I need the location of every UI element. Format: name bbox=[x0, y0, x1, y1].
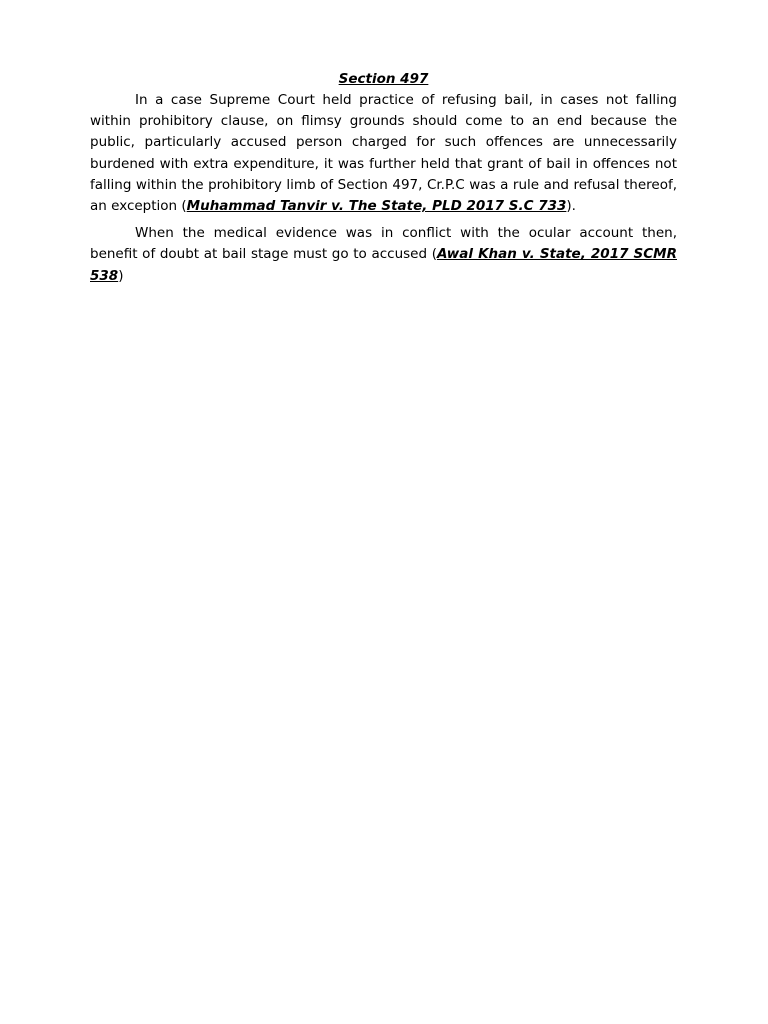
section-heading: Section 497 bbox=[338, 71, 429, 87]
paragraph-text: When the medical evidence was in conflict with the ocular account then, benefit of doubt at bail stage must go to accused ( bbox=[90, 225, 677, 263]
paragraph-suffix: ) bbox=[118, 267, 124, 284]
paragraph-suffix: ). bbox=[566, 198, 576, 215]
document-page bbox=[90, 69, 677, 287]
case-citation: Awal Khan v. State, 2017 SCMR 538 bbox=[90, 246, 677, 284]
case-citation: Muhammad Tanvir v. The State, PLD 2017 S.C 733 bbox=[186, 198, 567, 215]
paragraph-bail-practice bbox=[90, 90, 677, 217]
paragraph-text: In a case Supreme Court held practice of refusing bail, in cases not falling within prohibitory clause, on flimsy grounds should come to an end because the public, particularly accused person charged for such offences are unnecessarily burdened with extra expenditure, it was further held that grant of bail in offences not falling within the prohibitory limb of Section 497, Cr.P.C was a rule and refusal thereof, an exception ( bbox=[90, 92, 677, 215]
paragraph-medical-evidence bbox=[90, 223, 677, 287]
